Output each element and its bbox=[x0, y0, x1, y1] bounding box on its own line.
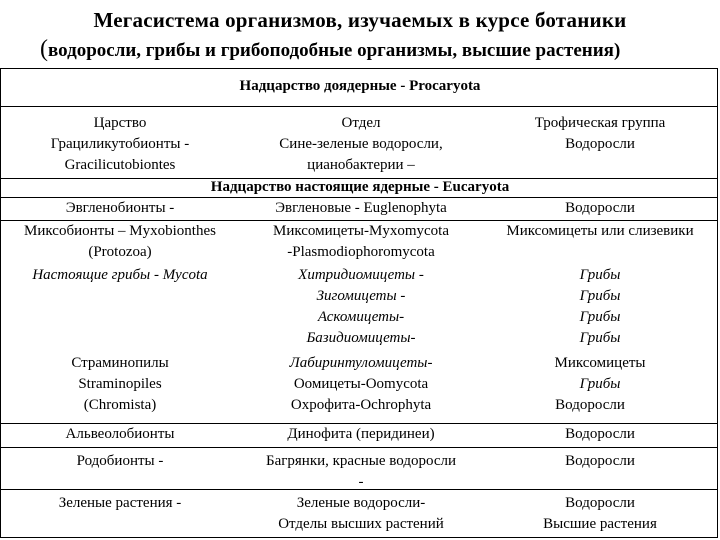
gracili-trophic bbox=[483, 134, 717, 155]
strameno-kingdom bbox=[1, 353, 239, 416]
mycota-kingdom-line: Настоящие грибы - Mycota bbox=[32, 267, 208, 283]
myxo-trophic bbox=[483, 221, 717, 242]
mycota-trophic-line: Грибы bbox=[579, 267, 621, 283]
subtitle-text: водоросли, грибы и грибоподобные организмы, высшие растения) bbox=[48, 40, 621, 61]
superkingdom-procaryota: Надцарство доядерные - Procaryota bbox=[239, 78, 481, 94]
mycota-trophic bbox=[483, 265, 717, 349]
green-division-line: Зеленые водоросли- bbox=[296, 495, 426, 511]
page-subtitle bbox=[40, 36, 620, 63]
mycota-division bbox=[239, 265, 483, 349]
strameno-division-line: Оомицеты-Oomycota bbox=[293, 376, 429, 392]
myxo-kingdom bbox=[1, 221, 239, 263]
mycota-division-line: Хитридиомицеты - bbox=[298, 267, 424, 283]
rhodo-division-line: - bbox=[358, 474, 364, 490]
alveo-trophic: Водоросли bbox=[565, 426, 635, 442]
green-kingdom: Зеленые растения - bbox=[58, 495, 182, 511]
header-kingdom: Царство bbox=[93, 115, 147, 131]
myxo-trophic-line: Миксомицеты или слизевики bbox=[506, 223, 694, 239]
strameno-trophic-line: Миксомицеты bbox=[554, 355, 646, 371]
green-division-line: Отделы высших растений bbox=[278, 516, 444, 532]
alveo-division: Динофита (перидинеи) bbox=[287, 426, 435, 442]
gracili-kingdom-line: Gracilicutobiontes bbox=[64, 157, 176, 173]
alveo-kingdom: Альвеолобионты bbox=[65, 426, 175, 442]
row-divider bbox=[1, 106, 717, 107]
superkingdom-eucaryota: Надцарство настоящие ядерные - Eucaryota bbox=[210, 179, 510, 195]
mycota-kingdom bbox=[1, 265, 239, 286]
gracili-trophic-line: Водоросли bbox=[565, 136, 635, 152]
strameno-trophic-line: Грибы bbox=[579, 376, 621, 392]
strameno-kingdom-line: (Chromista) bbox=[83, 397, 157, 413]
myxo-division bbox=[239, 221, 483, 263]
strameno-kingdom-line: Straminopiles bbox=[78, 376, 162, 392]
strameno-division-line: Лабиринтуломицеты- bbox=[289, 355, 433, 371]
myxo-division-line: -Plasmodiophoromycota bbox=[287, 244, 435, 260]
green-trophic-line: Высшие растения bbox=[543, 516, 657, 532]
green-trophic bbox=[483, 493, 717, 535]
gracili-division-line: Сине-зеленые водоросли, bbox=[279, 136, 443, 152]
rhodo-trophic: Водоросли bbox=[565, 453, 635, 469]
strameno-trophic-line: Водоросли bbox=[555, 397, 625, 413]
euglena-trophic: Водоросли bbox=[565, 200, 635, 216]
page-title: Мегасистема организмов, изучаемых в курсе ботаники bbox=[93, 8, 627, 32]
strameno-kingdom-line: Страминопилы bbox=[71, 355, 169, 371]
header-trophic: Трофическая группа bbox=[534, 115, 666, 131]
mycota-division-line: Аскомицеты- bbox=[317, 309, 405, 325]
mycota-division-line: Зигомицеты - bbox=[316, 288, 406, 304]
rhodo-kingdom: Родобионты - bbox=[76, 453, 164, 469]
gracili-kingdom bbox=[1, 134, 239, 176]
mycota-division-line: Базидиомицеты- bbox=[306, 330, 416, 346]
mycota-trophic-line: Грибы bbox=[579, 330, 621, 346]
mycota-trophic-line: Грибы bbox=[579, 288, 621, 304]
subtitle-open-paren: ( bbox=[40, 36, 48, 62]
gracili-division bbox=[239, 134, 483, 176]
euglena-kingdom: Эвгленобионты - bbox=[65, 200, 175, 216]
myxo-kingdom-line: Миксобионты – Myxobionthes bbox=[24, 223, 216, 239]
row-divider bbox=[1, 447, 717, 448]
strameno-division-line: Охрофита-Ochrophyta bbox=[290, 397, 432, 413]
myxo-kingdom-line: (Protozoa) bbox=[88, 244, 152, 260]
green-division bbox=[239, 493, 483, 535]
myxo-division-line: Миксомицеты-Myxomycota bbox=[273, 223, 449, 239]
rhodo-division-line: Багрянки, красные водоросли bbox=[265, 453, 456, 469]
strameno-trophic bbox=[483, 353, 717, 416]
mycota-trophic-line: Грибы bbox=[579, 309, 621, 325]
euglena-division: Эвгленовые - Euglenophyta bbox=[275, 200, 447, 216]
green-trophic-line: Водоросли bbox=[565, 495, 635, 511]
taxonomy-table bbox=[0, 68, 718, 538]
gracili-division-line: цианобактерии – bbox=[307, 157, 415, 173]
rhodo-division bbox=[239, 451, 483, 493]
gracili-kingdom-line: Грациликутобионты - bbox=[50, 136, 190, 152]
header-division: Отдел bbox=[341, 115, 381, 131]
strameno-division bbox=[239, 353, 483, 416]
